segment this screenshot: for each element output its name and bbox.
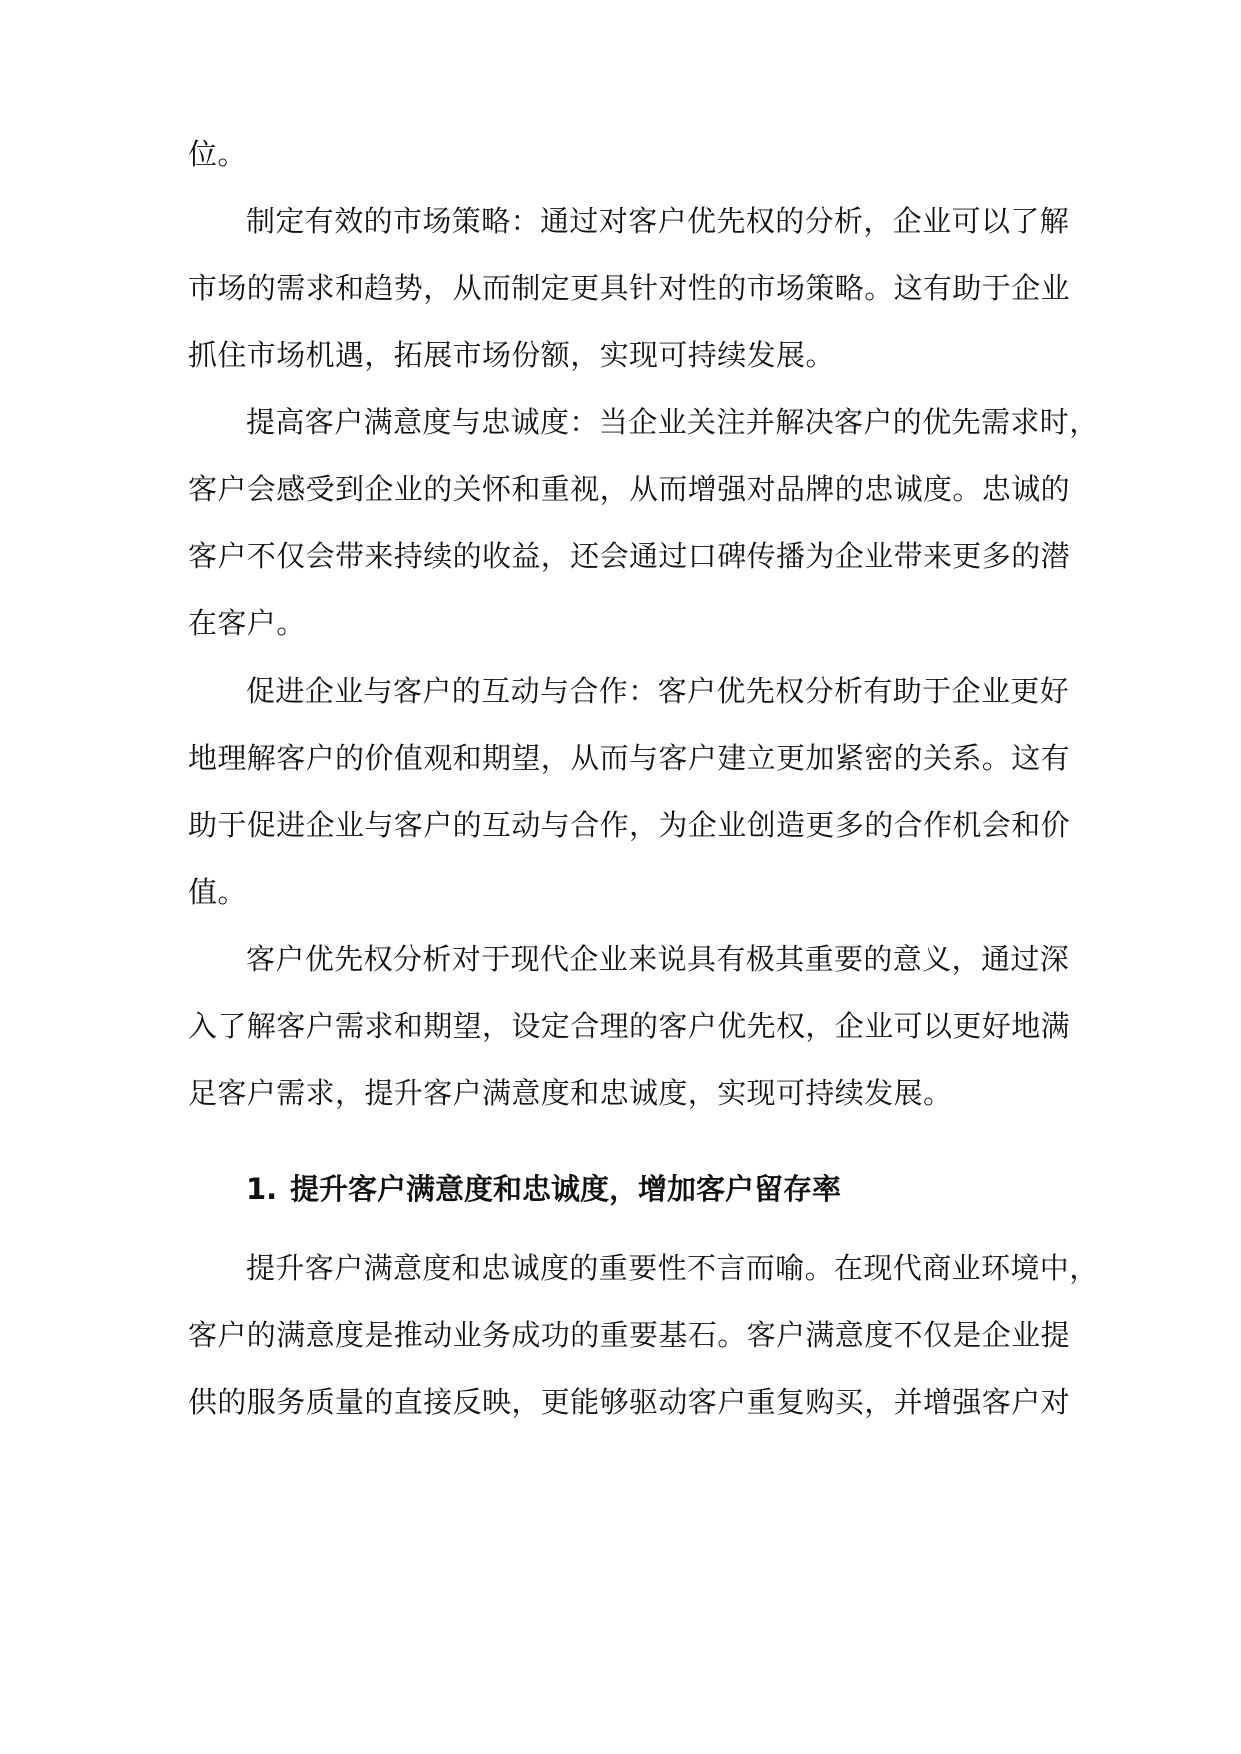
section-title: 提升客户满意度和忠诚度，增加客户留存率 — [290, 1172, 842, 1206]
section-number: 1. — [246, 1172, 278, 1206]
paragraph-line: 制定有效的市场策略：通过对客户优先权的分析，企业可以了解 — [246, 204, 1070, 238]
paragraph-line: 抓住市场机遇，拓展市场份额，实现可持续发展。 — [188, 338, 835, 372]
paragraph-line: 地理解客户的价值观和期望，从而与客户建立更加紧密的关系。这有 — [188, 741, 1071, 775]
paragraph-line: 值。 — [188, 875, 247, 909]
paragraph-line: 客户不仅会带来持续的收益，还会通过口碑传播为企业带来更多的潜 — [188, 539, 1071, 573]
paragraph-line: 供的服务质量的直接反映，更能够驱动客户重复购买，并增强客户对 — [188, 1385, 1071, 1419]
paragraph-line: 市场的需求和趋势，从而制定更具针对性的市场策略。这有助于企业 — [188, 271, 1071, 305]
paragraph-line: 在客户。 — [188, 606, 306, 640]
paragraph-line: 提高客户满意度与忠诚度：当企业关注并解决客户的优先需求时， — [246, 405, 1099, 439]
paragraph-line: 入了解客户需求和期望，设定合理的客户优先权，企业可以更好地满 — [188, 1009, 1071, 1043]
paragraph-line: 助于促进企业与客户的互动与合作，为企业创造更多的合作机会和价 — [188, 808, 1071, 842]
paragraph-line: 提升客户满意度和忠诚度的重要性不言而喻。在现代商业环境中， — [246, 1251, 1099, 1285]
paragraph-line: 位。 — [188, 137, 247, 171]
paragraph-line: 客户优先权分析对于现代企业来说具有极其重要的意义，通过深 — [246, 942, 1070, 976]
paragraph-line: 促进企业与客户的互动与合作：客户优先权分析有助于企业更好 — [246, 674, 1070, 708]
paragraph-line: 足客户需求，提升客户满意度和忠诚度，实现可持续发展。 — [188, 1076, 953, 1110]
paragraph-line: 客户的满意度是推动业务成功的重要基石。客户满意度不仅是企业提 — [188, 1318, 1071, 1352]
paragraph-line: 客户会感受到企业的关怀和重视，从而增强对品牌的忠诚度。忠诚的 — [188, 472, 1071, 506]
section-heading — [246, 1169, 841, 1209]
